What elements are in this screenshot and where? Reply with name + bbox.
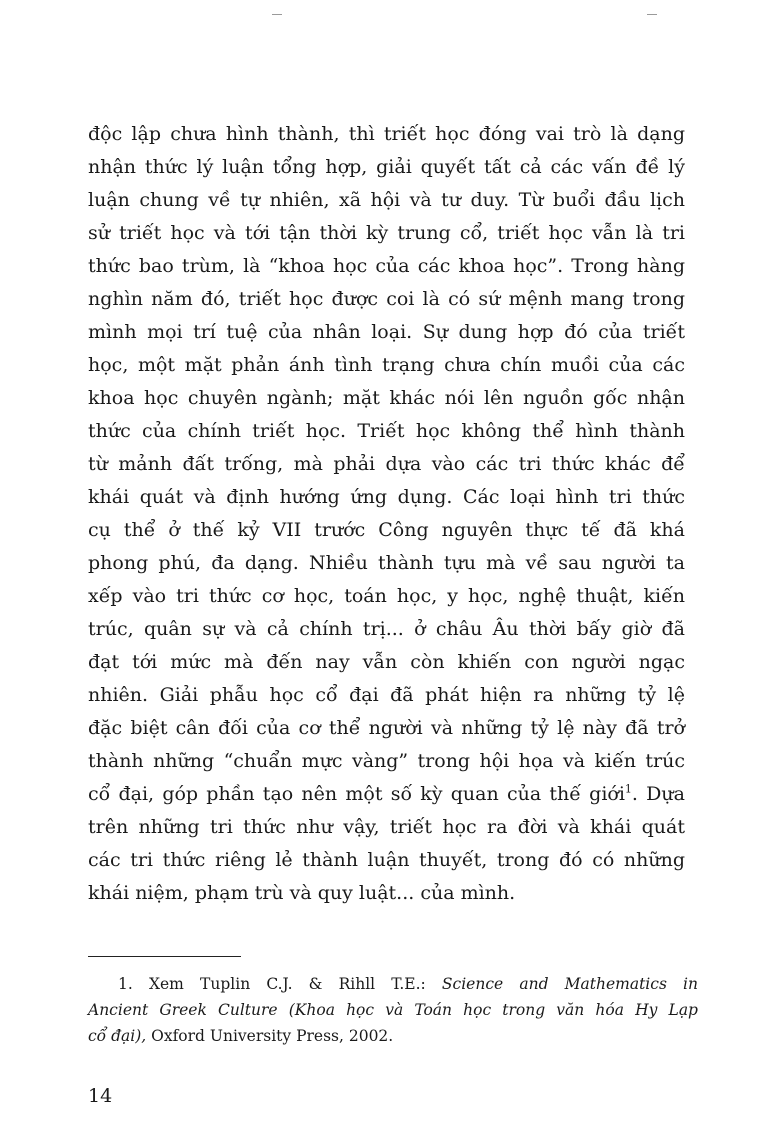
text-line: thức của chính triết học. Triết học không thể hình thành: [88, 420, 685, 442]
text-line: các tri thức riêng lẻ thành luận thuyết, trong đó có những: [88, 849, 685, 871]
text-segment: . Dựa: [631, 783, 685, 805]
text-line: khái quát và định hướng ứng dụng. Các loại hình tri thức: [88, 486, 685, 508]
footnote-translation: cổ đại),: [88, 1027, 147, 1045]
footnote-title: Ancient Greek Culture: [88, 1001, 278, 1019]
footnote-authors: Xem Tuplin C.J. & Rihll T.E.:: [148, 975, 426, 993]
footnote-separator: [88, 956, 241, 957]
footnote-translation: (Khoa học và Toán học trong văn hóa Hy Lạp: [288, 1001, 698, 1019]
page-number: 14: [88, 1085, 113, 1107]
text-line: thức bao trùm, là “khoa học của các khoa học”. Trong hàng: [88, 255, 685, 277]
scan-mark: [647, 14, 657, 15]
text-line: độc lập chưa hình thành, thì triết học đóng vai trò là dạng: [88, 123, 685, 145]
footnote-line: [88, 1023, 698, 1049]
text-segment: cổ đại, góp phần tạo nên một số kỳ quan của thế giới: [88, 783, 625, 805]
footnote-title: Science and Mathematics in: [441, 975, 698, 993]
text-line: nhiên. Giải phẫu học cổ đại đã phát hiện ra những tỷ lệ: [88, 684, 685, 706]
footnote-line: [88, 997, 698, 1023]
text-line: xếp vào tri thức cơ học, toán học, y học, nghệ thuật, kiến: [88, 585, 685, 607]
text-line: khoa học chuyên ngành; mặt khác nói lên nguồn gốc nhận: [88, 387, 685, 409]
footnote: [88, 971, 698, 1049]
footnote-number: 1.: [118, 975, 133, 993]
text-line: cụ thể ở thế kỷ VII trước Công nguyên thực tế đã khá: [88, 519, 685, 541]
text-line: nghìn năm đó, triết học được coi là có sứ mệnh mang trong: [88, 288, 685, 310]
text-line: phong phú, đa dạng. Nhiều thành tựu mà về sau người ta: [88, 552, 685, 574]
text-line-with-footnote-ref: [88, 778, 685, 811]
text-line: trúc, quân sự và cả chính trị... ở châu Âu thời bấy giờ đã: [88, 618, 685, 640]
text-line: nhận thức lý luận tổng hợp, giải quyết tất cả các vấn đề lý: [88, 156, 685, 178]
body-paragraph: [88, 118, 685, 910]
scan-mark: [272, 14, 282, 15]
text-line: đạt tới mức mà đến nay vẫn còn khiến con người ngạc: [88, 651, 685, 673]
text-line: mình mọi trí tuệ của nhân loại. Sự dung hợp đó của triết: [88, 321, 685, 343]
text-line: đặc biệt cân đối của cơ thể người và những tỷ lệ này đã trở: [88, 717, 685, 739]
text-line: sử triết học và tới tận thời kỳ trung cổ, triết học vẫn là tri: [88, 222, 685, 244]
text-line: từ mảnh đất trống, mà phải dựa vào các tri thức khác để: [88, 453, 685, 475]
footnote-reference[interactable]: 1: [624, 782, 632, 796]
footnote-line: [88, 971, 698, 997]
footnote-publisher: Oxford University Press, 2002.: [151, 1027, 394, 1045]
text-line: luận chung về tự nhiên, xã hội và tư duy. Từ buổi đầu lịch: [88, 189, 685, 211]
text-line: trên những tri thức như vậy, triết học ra đời và khái quát: [88, 816, 685, 838]
text-line: thành những “chuẩn mực vàng” trong hội họa và kiến trúc: [88, 750, 685, 772]
text-line: khái niệm, phạm trù và quy luật... của mình.: [88, 882, 516, 904]
text-line: học, một mặt phản ánh tình trạng chưa chín muồi của các: [88, 354, 685, 376]
